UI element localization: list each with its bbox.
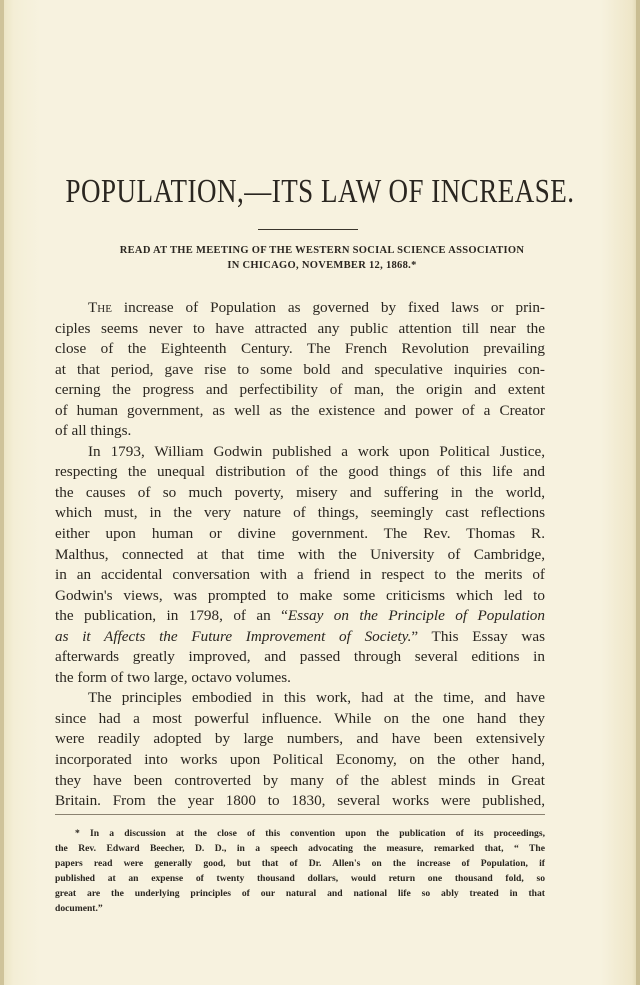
essay-title-part-2: as it Affects the Future Improvement of Society. (55, 627, 412, 645)
paragraph-3-line-5: they have been controverted by many of the ablest minds in Great (55, 771, 545, 789)
paragraph-2-line-8: Godwin's views, was prompted to make some criticisms which led to (55, 586, 545, 604)
footnote-line-6: document.” (55, 903, 103, 914)
footnote-line-5: great are the underlying principles of our natural and national life so ably treated in that (55, 888, 545, 899)
chapter-subtitle (62, 243, 582, 273)
essay-title-part-1: Essay on the Principle of Population (287, 607, 545, 625)
footnote-line-1: * In a discussion at the close of this convention upon the publication of its proceedings, (75, 828, 545, 839)
paragraph-1-line-3: close of the Eighteenth Century. The French Revolution prevailing (55, 340, 545, 358)
paragraph-1-line-6: of human government, as well as the existence and power of a Creator (55, 401, 545, 419)
paragraph-1-line-2: ciples seems never to have attracted any public attention till near the (55, 319, 545, 337)
title-divider (258, 229, 358, 230)
paragraph-3-line-4: incorporated into works upon Political Economy, on the other hand, (55, 751, 545, 769)
paragraph-2-line-4: which must, in the very nature of things, seemingly cast reflections (55, 504, 545, 522)
paragraph-2-line-7: in an accidental conversation with a friend in respect to the merits of (55, 566, 545, 584)
paragraph-2-line-1: In 1793, William Godwin published a work upon Political Justice, (88, 442, 545, 460)
paragraph-3-line-6: Britain. From the year 1800 to 1830, several works were published, (55, 792, 545, 810)
paragraph-1-line-1 (55, 298, 545, 319)
paragraph-1-line-1-text: increase of Population as governed by fixed laws or prin- (111, 299, 545, 316)
footnote-line-2: the Rev. Edward Beecher, D. D., in a speech advocating the measure, remarked that, “ The (55, 843, 545, 854)
paragraph-1-lead: The (88, 299, 112, 316)
footnote-divider (55, 814, 545, 815)
paragraph-1-line-7: of all things. (55, 422, 132, 440)
paragraph-2-line-12: the form of two large, octavo volumes. (55, 668, 291, 686)
paragraph-2-line-10 (55, 627, 545, 648)
chapter-title: POPULATION,—ITS LAW OF INCREASE. (65, 172, 575, 210)
subtitle-line-1: READ AT THE MEETING OF THE WESTERN SOCIAL SCIENCE ASSOCIATION (119, 245, 525, 256)
body-text (55, 298, 545, 812)
footnote-line-4: published at an expense of twenty thousand dollars, would return one thousand fold, so (55, 873, 545, 884)
footnote-line-3: papers read were generally good, but that of Dr. Allen's on the increase of Population, if (55, 858, 545, 869)
paragraph-2-line-11: afterwards greatly improved, and passed through several editions in (55, 648, 545, 666)
page-right-edge (636, 0, 640, 985)
footnote (55, 826, 545, 916)
paragraph-2-line-3: the causes of so much poverty, misery and suffering in the world, (55, 483, 545, 501)
paragraph-2-line-5: either upon human or divine government. The Rev. Thomas R. (55, 525, 545, 543)
paragraph-2-line-6: Malthus, connected at that time with the University of Cambridge, (55, 545, 545, 563)
paragraph-1-line-4: at that period, gave rise to some bold and speculative inquiries con- (55, 360, 545, 378)
paragraph-1-line-5: cerning the progress and perfectibility of man, the origin and extent (55, 381, 545, 399)
paragraph-2-line-10-text: ” This Essay was (411, 627, 545, 645)
paragraph-3-line-2: since had a most powerful influence. While on the one hand they (55, 709, 545, 727)
paragraph-2-line-9-text: the publication, in 1798, of an “ (55, 607, 288, 625)
paragraph-2-line-9 (55, 606, 545, 627)
paragraph-3-line-3: were readily adopted by large numbers, and have been extensively (55, 730, 545, 748)
paragraph-3-line-1: The principles embodied in this work, had at the time, and have (88, 689, 545, 707)
subtitle-line-2: IN CHICAGO, NOVEMBER 12, 1868.* (227, 260, 417, 271)
page-left-edge (0, 0, 4, 985)
paragraph-2-line-2: respecting the unequal distribution of the good things of this life and (55, 463, 545, 481)
